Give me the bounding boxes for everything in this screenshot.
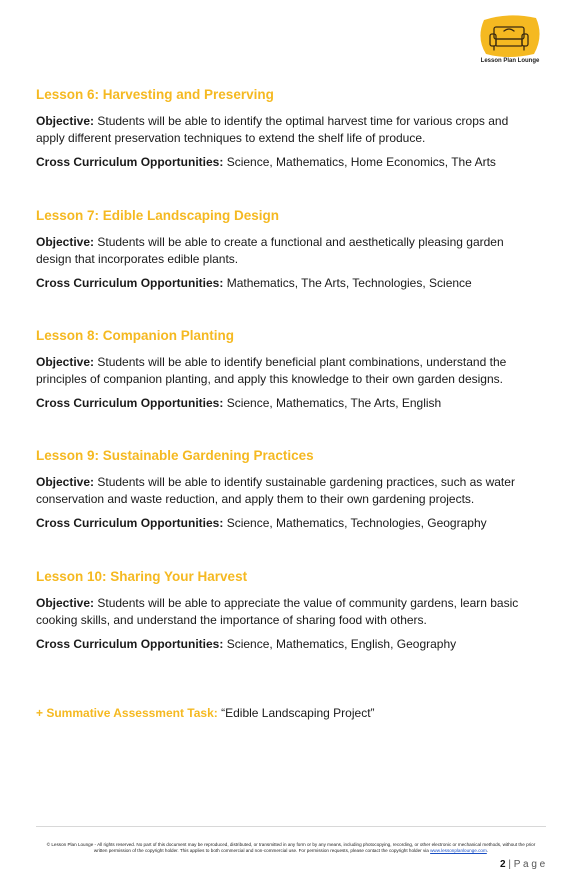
summative-value: “Edible Landscaping Project” xyxy=(217,706,375,720)
lesson-8 xyxy=(36,328,536,419)
lesson-title: Lesson 7: Edible Landscaping Design xyxy=(36,208,280,223)
cross-curriculum-text: Mathematics, The Arts, Technologies, Science xyxy=(223,276,472,290)
lesson-title: Lesson 9: Sustainable Gardening Practices xyxy=(36,448,314,463)
page-number-value: 2 xyxy=(500,859,506,870)
lesson-cross-curriculum xyxy=(36,275,536,292)
cross-curriculum-label: Cross Curriculum Opportunities: xyxy=(36,155,224,169)
page-number xyxy=(500,859,545,870)
lesson-title: Lesson 6: Harvesting and Preserving xyxy=(36,87,274,102)
lesson-objective xyxy=(36,113,536,147)
lesson-6 xyxy=(36,87,536,178)
lesson-cross-curriculum xyxy=(36,154,536,171)
summative-label: + Summative Assessment Task: xyxy=(36,706,218,720)
objective-label: Objective: xyxy=(36,355,95,369)
objective-text: Students will be able to create a functional and aesthetically pleasing garden design that incorporates edible plants. xyxy=(36,235,504,266)
cross-curriculum-text: Science, Mathematics, Home Economics, The Arts xyxy=(223,155,496,169)
cross-curriculum-text: Science, Mathematics, Technologies, Geography xyxy=(223,516,487,530)
lesson-7 xyxy=(36,208,536,299)
website-link[interactable]: www.lessonplanlounge.com xyxy=(430,848,487,854)
lesson-cross-curriculum xyxy=(36,636,536,653)
cross-curriculum-text: Science, Mathematics, The Arts, English xyxy=(223,396,442,410)
lesson-objective xyxy=(36,234,536,268)
lesson-cross-curriculum xyxy=(36,515,536,532)
logo-text: Lesson Plan Lounge xyxy=(480,58,540,64)
lesson-objective xyxy=(36,354,536,388)
objective-label: Objective: xyxy=(36,596,95,610)
cross-curriculum-text: Science, Mathematics, English, Geography xyxy=(223,637,457,651)
footer-divider xyxy=(36,826,546,827)
lesson-objective xyxy=(36,595,536,629)
cross-curriculum-label: Cross Curriculum Opportunities: xyxy=(36,516,224,530)
objective-text: Students will be able to identify sustainable gardening practices, such as water conservation and waste reduction, and apply them to their own gardening projects. xyxy=(36,475,515,506)
brand-logo xyxy=(474,14,546,68)
cross-curriculum-label: Cross Curriculum Opportunities: xyxy=(36,276,224,290)
objective-text: Students will be able to identify beneficial plant combinations, understand the principles of companion planting, and apply this knowledge to their own garden designs. xyxy=(36,355,507,386)
lesson-objective xyxy=(36,474,536,508)
objective-text: Students will be able to appreciate the value of community gardens, learn basic cooking skills, and understand the importance of sharing food with others. xyxy=(36,596,519,627)
lesson-9 xyxy=(36,448,536,539)
lesson-cross-curriculum xyxy=(36,395,536,412)
summative-assessment xyxy=(36,705,375,721)
couch-icon xyxy=(478,14,542,58)
page-label: | P a g e xyxy=(505,859,546,870)
objective-label: Objective: xyxy=(36,114,95,128)
footer-copyright xyxy=(40,842,542,854)
objective-label: Objective: xyxy=(36,235,95,249)
lesson-title: Lesson 10: Sharing Your Harvest xyxy=(36,569,248,584)
objective-label: Objective: xyxy=(36,475,95,489)
copyright-text: © Lesson Plan Lounge - All rights reserved. No part of this document may be reproduced, distributed, or transmitted in any form or by any means, including photocopying, recording, or other electronic or mechanical methods, without the prior written permission of the copyright holder. This applies to both commercial and non-commercial use. For permission requests, please contact the copyright holder via xyxy=(46,842,536,854)
copyright-suffix: . xyxy=(486,848,489,854)
lesson-10 xyxy=(36,569,536,660)
lesson-title: Lesson 8: Companion Planting xyxy=(36,328,235,343)
cross-curriculum-label: Cross Curriculum Opportunities: xyxy=(36,396,224,410)
objective-text: Students will be able to identify the optimal harvest time for various crops and apply different preservation techniques to extend the shelf life of produce. xyxy=(36,114,509,145)
cross-curriculum-label: Cross Curriculum Opportunities: xyxy=(36,637,224,651)
